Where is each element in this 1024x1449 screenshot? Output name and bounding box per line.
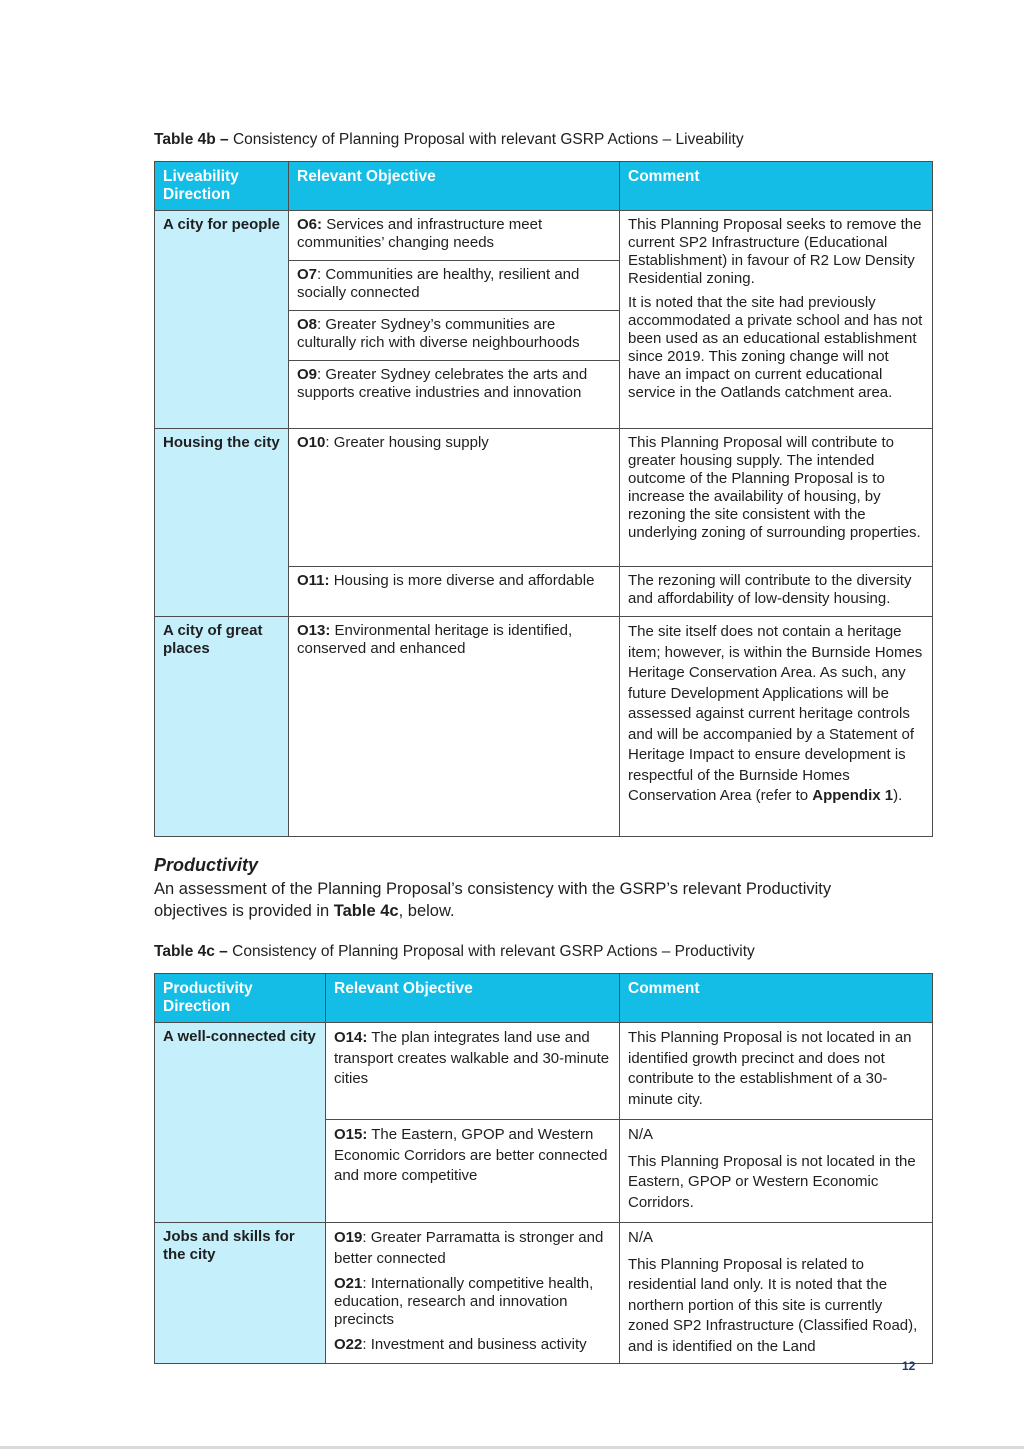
direction-cell: A well-connected city — [155, 1023, 326, 1223]
table-4b-caption-text: Consistency of Planning Proposal with relevant GSRP Actions – Liveability — [232, 131, 744, 148]
objective-text: : Internationally competitive health, education, research and innovation precincts — [334, 1275, 594, 1328]
appendix-reference: Appendix 1 — [812, 787, 894, 804]
direction-cell: Housing the city — [155, 429, 289, 617]
comment-cell — [620, 617, 933, 837]
header-objective: Relevant Objective — [289, 162, 620, 211]
table-4b-header-row — [155, 162, 933, 211]
objective-text: Environmental heritage is identified, conserved and enhanced — [297, 622, 573, 657]
comment-na: N/A — [628, 1229, 654, 1246]
comment-na: N/A — [628, 1126, 654, 1143]
objective-code: O21 — [334, 1275, 363, 1292]
objective-text: Services and infrastructure meet communities’ changing needs — [297, 216, 543, 251]
objective-code: O15: — [334, 1126, 368, 1143]
objective-code: O19 — [334, 1229, 363, 1246]
objective-cell — [326, 1223, 620, 1364]
objective-code: O8 — [297, 316, 318, 333]
page-number: 12 — [902, 1359, 916, 1373]
objective-code: O22 — [334, 1336, 363, 1353]
header-comment: Comment — [620, 162, 933, 211]
objective-cell — [289, 261, 620, 311]
objective-code: O9 — [297, 366, 318, 383]
table-row — [155, 429, 933, 567]
header-objective: Relevant Objective — [326, 974, 620, 1023]
objective-item — [334, 1335, 611, 1356]
objective-cell — [289, 211, 620, 261]
objective-item — [334, 1275, 611, 1329]
table-4c-header-row — [155, 974, 933, 1023]
objective-cell — [289, 311, 620, 361]
objective-code: O6: — [297, 216, 323, 233]
objective-code: O13: — [297, 622, 331, 639]
objective-text: The plan integrates land use and transport creates walkable and 30-minute cities — [334, 1029, 610, 1087]
table-row — [155, 617, 933, 837]
direction-cell: Jobs and skills for the city — [155, 1223, 326, 1364]
objective-cell — [289, 429, 620, 567]
objective-item — [334, 1228, 611, 1269]
objective-cell — [289, 617, 620, 837]
comment-text: The site itself does not contain a heritage item; however, is within the Burnside Homes Heritage Conservation Area. As such, any future Development Applications will be assessed against current heritage controls and will be accompanied by a Statement of Heritage Impact to ensure development is respectful of the Burnside Homes Conservation Area (refer to — [628, 623, 923, 804]
intro-text: An assessment of the Planning Proposal’s consistency with the GSRP’s relevant Productivity objectives is provided in — [154, 880, 832, 920]
direction-cell: A city for people — [155, 211, 289, 429]
table-row — [155, 1223, 933, 1364]
objective-text: Housing is more diverse and affordable — [333, 572, 595, 589]
comment-cell — [620, 1223, 933, 1364]
comment-cell: This Planning Proposal is not located in an identified growth precinct and does not contribute to the establishment of a 30-minute city. — [620, 1023, 933, 1120]
objective-text: The Eastern, GPOP and Western Economic Corridors are better connected and more competitive — [334, 1126, 608, 1184]
direction-cell: A city of great places — [155, 617, 289, 837]
objective-cell — [289, 567, 620, 617]
table-4b-caption — [154, 131, 744, 149]
comment-cell — [620, 1120, 933, 1223]
objective-code: O14: — [334, 1029, 368, 1046]
table-row — [155, 211, 933, 261]
table-4c-caption — [154, 943, 755, 961]
objective-code: O10 — [297, 434, 326, 451]
table-4c — [154, 973, 933, 1364]
comment-cell: The rezoning will contribute to the diversity and affordability of low-density housing. — [620, 567, 933, 617]
intro-end: , below. — [398, 902, 455, 920]
table-4c-reference: Table 4c — [333, 902, 399, 920]
objective-cell — [289, 361, 620, 429]
comment-cell — [620, 211, 933, 429]
objective-text: : Investment and business activity — [362, 1336, 587, 1353]
objective-text: : Communities are healthy, resilient and socially connected — [297, 266, 580, 301]
objective-text: : Greater housing supply — [325, 434, 489, 451]
objective-cell — [326, 1023, 620, 1120]
table-row — [155, 1023, 933, 1120]
comment-paragraph: This Planning Proposal seeks to remove the current SP2 Infrastructure (Educational Establishment) in favour of R2 Low Density Residential zoning. — [628, 216, 922, 287]
comment-paragraph: This Planning Proposal is not located in the Eastern, GPOP or Western Economic Corridors. — [628, 1152, 916, 1211]
header-direction: Productivity Direction — [155, 974, 326, 1023]
objective-cell — [326, 1120, 620, 1223]
objective-code: O11: — [297, 572, 330, 589]
objective-text: : Greater Sydney’s communities are culturally rich with diverse neighbourhoods — [297, 316, 580, 351]
table-4c-caption-label: Table 4c – — [154, 943, 228, 960]
comment-end: ). — [893, 787, 903, 804]
objective-text: : Greater Parramatta is stronger and better connected — [334, 1229, 604, 1267]
productivity-intro — [154, 878, 874, 922]
header-comment: Comment — [620, 974, 933, 1023]
table-4b — [154, 161, 933, 837]
comment-paragraph: It is noted that the site had previously accommodated a private school and has not been used as an educational establishment since 2019. This zoning change will not have an impact on current educational service in the Oatlands catchment area. — [628, 294, 923, 401]
productivity-heading: Productivity — [154, 855, 259, 875]
objective-text: : Greater Sydney celebrates the arts and supports creative industries and innovation — [297, 366, 588, 401]
table-4c-caption-text: Consistency of Planning Proposal with relevant GSRP Actions – Productivity — [232, 943, 755, 960]
comment-paragraph: This Planning Proposal is related to residential land only. It is noted that the northern portion of this site is currently zoned SP2 Infrastructure (Classified Road), and is identified on the Land — [628, 1255, 918, 1355]
header-direction: Liveability Direction — [155, 162, 289, 211]
table-4b-caption-label: Table 4b – — [154, 131, 229, 148]
objective-code: O7 — [297, 266, 318, 283]
comment-cell: This Planning Proposal will contribute to greater housing supply. The intended outcome of the Planning Proposal is to increase the availability of housing, by rezoning the site consistent with the underlying zoning of surrounding properties. — [620, 429, 933, 567]
